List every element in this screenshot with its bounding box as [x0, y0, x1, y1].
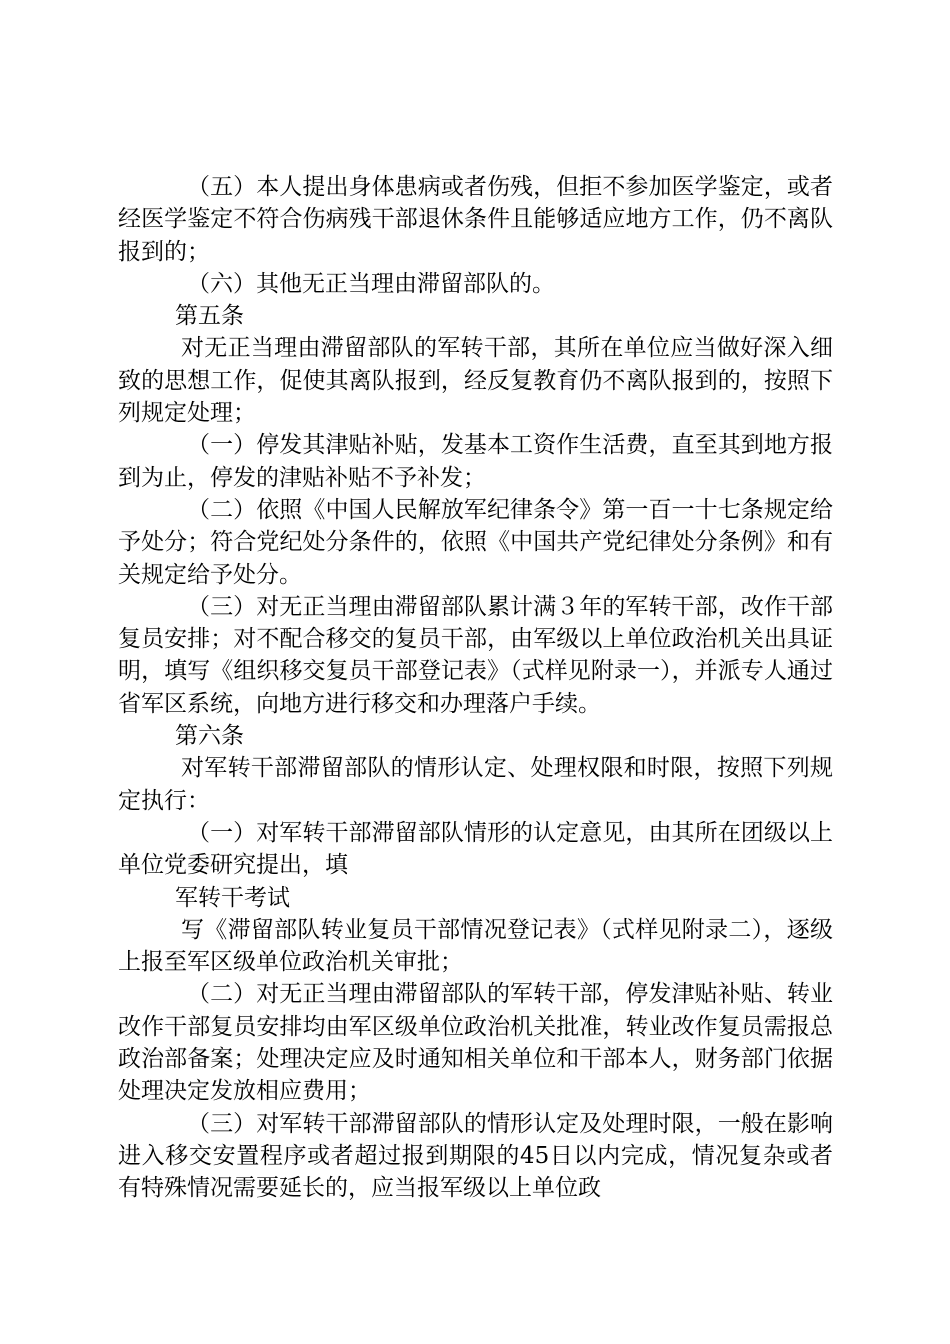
article-heading-5: 第五条	[175, 303, 244, 330]
paragraph-article-6-intro: 对军转干部滞留部队的情形认定、处理权限和时限，按照下列规定执行：	[118, 755, 833, 814]
paragraph-article-6-item-1: （一）对军转干部滞留部队情形的认定意见，由其所在团级以上单位党委研究提出，填	[118, 819, 833, 879]
paragraph-item-5: （五）本人提出身体患病或者伤残，但拒不参加医学鉴定，或者经医学鉴定不符合伤病残干部退休条件且能够适应地方工作，仍不离队报到的；	[118, 174, 833, 265]
paragraph-article-5-item-2: （二）依照《中国人民解放军纪律条令》第一百一十七条规定给予处分；符合党纪处分条件的，依照《中国共产党纪律处分条例》和有关规定给予处分。	[118, 496, 833, 588]
paragraph-article-6-item-1-cont: 写《滞留部队转业复员干部情况登记表》（式样见附录二），逐级上报至军区级单位政治机关审批；	[118, 916, 833, 976]
inserted-text-line: 军转干考试	[175, 884, 290, 911]
paragraph-article-5-intro: 对无正当理由滞留部队的军转干部，其所在单位应当做好深入细致的思想工作，促使其离队报到，经反复教育仍不离队报到的，按照下列规定处理；	[118, 335, 833, 427]
document-body	[118, 171, 833, 1205]
paragraph-article-5-item-1: （一）停发其津贴补贴，发基本工资作生活费，直至其到地方报到为止，停发的津贴补贴不予补发；	[118, 432, 833, 491]
paragraph-article-6-item-3: （三）对军转干部滞留部队的情形认定及处理时限，一般在影响进入移交安置程序或者超过报到期限的45日以内完成，情况复杂或者有特殊情况需要延长的，应当报军级以上单位政	[118, 1110, 833, 1202]
article-heading-6: 第六条	[175, 723, 244, 750]
paragraph-article-5-item-3: （三）对无正当理由滞留部队累计满３年的军转干部，改作干部复员安排；对不配合移交的复员干部，由军级以上单位政治机关出具证明，填写《组织移交复员干部登记表》（式样见附录一），并派专人通过省军区系统，向地方进行移交和办理落户手续。	[118, 593, 833, 717]
paragraph-article-6-item-2: （二）对无正当理由滞留部队的军转干部，停发津贴补贴、转业改作干部复员安排均由军区级单位政治机关批准，转业改作复员需报总政治部备案；处理决定应及时通知相关单位和干部本人，财务部门依据处理决定发放相应费用；	[118, 981, 833, 1105]
paragraph-item-6: （六）其他无正当理由滞留部队的。	[187, 270, 555, 297]
